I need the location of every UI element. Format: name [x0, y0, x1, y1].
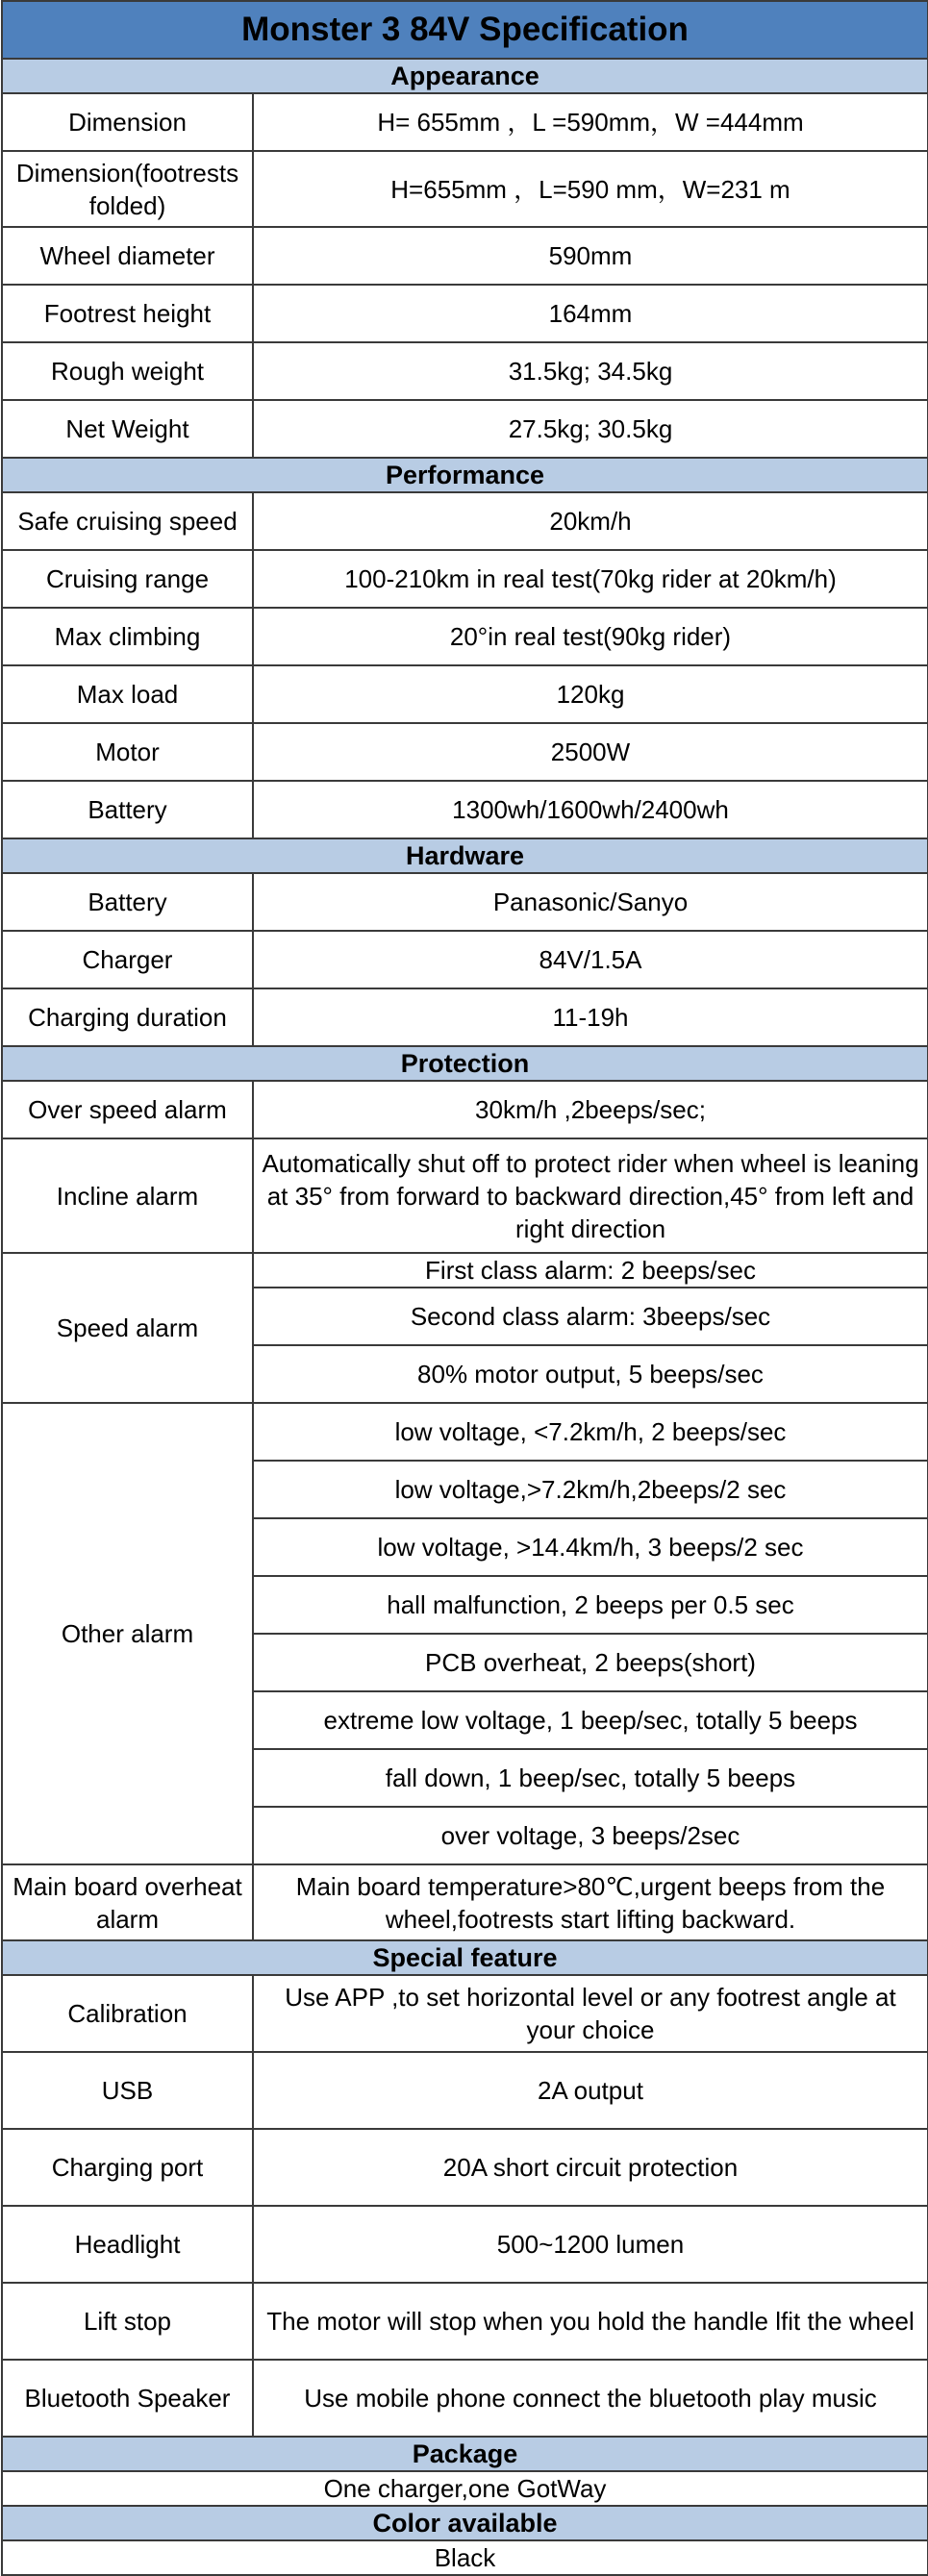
spec-row: [2, 2471, 928, 2506]
spec-value: low voltage, <7.2km/h, 2 beeps/sec: [253, 1403, 928, 1461]
spec-value: Use APP ,to set horizontal level or any footrest angle at your choice: [253, 1975, 928, 2052]
spec-value: H=655mm ，L=590 mm，W=231 m: [253, 151, 928, 227]
spec-value: 1300wh/1600wh/2400wh: [253, 781, 928, 838]
spec-label: Rough weight: [2, 342, 253, 400]
spec-value: 20°in real test(90kg rider): [253, 608, 928, 665]
spec-label: Max climbing: [2, 608, 253, 665]
spec-label: Lift stop: [2, 2283, 253, 2360]
spec-row: [2, 400, 928, 458]
spec-label: Wheel diameter: [2, 227, 253, 285]
section-title: Package: [2, 2437, 928, 2471]
spec-label: Over speed alarm: [2, 1081, 253, 1138]
spec-label: Cruising range: [2, 550, 253, 608]
spec-value: extreme low voltage, 1 beep/sec, totally 5 beeps: [253, 1691, 928, 1749]
spec-value: low voltage,>7.2km/h,2beeps/2 sec: [253, 1461, 928, 1518]
spec-value: Second class alarm: 3beeps/sec: [253, 1288, 928, 1345]
spec-row: [2, 2129, 928, 2206]
spec-value: 11-19h: [253, 988, 928, 1046]
page-title: Monster 3 84V Specification: [2, 1, 928, 59]
spec-value: 20A short circuit protection: [253, 2129, 928, 2206]
spec-row: [2, 342, 928, 400]
spec-label: Main board overheat alarm: [2, 1864, 253, 1940]
section-title: Hardware: [2, 838, 928, 873]
package-value: One charger,one GotWay: [2, 2471, 928, 2506]
spec-row: [2, 1864, 928, 1940]
spec-value: 20km/h: [253, 492, 928, 550]
spec-label: Dimension: [2, 93, 253, 151]
spec-row: [2, 608, 928, 665]
spec-row: [2, 931, 928, 988]
section-header-performance: [2, 458, 928, 492]
spec-row: [2, 93, 928, 151]
spec-label: USB: [2, 2052, 253, 2129]
spec-value: 31.5kg; 34.5kg: [253, 342, 928, 400]
spec-row: [2, 550, 928, 608]
spec-label: Bluetooth Speaker: [2, 2360, 253, 2437]
spec-row: [2, 1975, 928, 2052]
spec-row: [2, 2206, 928, 2283]
section-title: Performance: [2, 458, 928, 492]
spec-value: 120kg: [253, 665, 928, 723]
spec-value: 2A output: [253, 2052, 928, 2129]
spec-row: [2, 2540, 928, 2575]
spec-value: 30km/h ,2beeps/sec;: [253, 1081, 928, 1138]
spec-row: [2, 492, 928, 550]
section-header-special-feature: [2, 1940, 928, 1975]
section-header-hardware: [2, 838, 928, 873]
spec-label: Charging port: [2, 2129, 253, 2206]
spec-label: Incline alarm: [2, 1138, 253, 1253]
spec-label: Speed alarm: [2, 1253, 253, 1403]
spec-label: Net Weight: [2, 400, 253, 458]
spec-value: fall down, 1 beep/sec, totally 5 beeps: [253, 1749, 928, 1807]
section-header-color: [2, 2506, 928, 2540]
spec-label: Max load: [2, 665, 253, 723]
spec-label: Battery: [2, 781, 253, 838]
spec-value: 27.5kg; 30.5kg: [253, 400, 928, 458]
spec-label: Battery: [2, 873, 253, 931]
spec-value: low voltage, >14.4km/h, 3 beeps/2 sec: [253, 1518, 928, 1576]
spec-row: [2, 873, 928, 931]
section-title: Protection: [2, 1046, 928, 1081]
spec-row: [2, 781, 928, 838]
spec-label: Charger: [2, 931, 253, 988]
section-title: Special feature: [2, 1940, 928, 1975]
spec-label: Calibration: [2, 1975, 253, 2052]
spec-row: [2, 723, 928, 781]
spec-value: The motor will stop when you hold the handle lfit the wheel: [253, 2283, 928, 2360]
spec-value: First class alarm: 2 beeps/sec: [253, 1253, 928, 1288]
spec-value: 80% motor output, 5 beeps/sec: [253, 1345, 928, 1403]
spec-row: [2, 1253, 928, 1288]
spec-label: Footrest height: [2, 285, 253, 342]
spec-row: [2, 151, 928, 227]
spec-table: [1, 0, 928, 2576]
section-header-appearance: [2, 59, 928, 93]
spec-value: 2500W: [253, 723, 928, 781]
spec-value: 590mm: [253, 227, 928, 285]
spec-value: over voltage, 3 beeps/2sec: [253, 1807, 928, 1864]
title-row: [2, 1, 928, 59]
spec-row: [2, 988, 928, 1046]
spec-value: 500~1200 lumen: [253, 2206, 928, 2283]
spec-label: Dimension(footrests folded): [2, 151, 253, 227]
spec-value: Panasonic/Sanyo: [253, 873, 928, 931]
section-title: Color available: [2, 2506, 928, 2540]
spec-value: Automatically shut off to protect rider when wheel is leaning at 35° from forward to backward direction,45° from left and right direction: [253, 1138, 928, 1253]
spec-row: [2, 2283, 928, 2360]
spec-value: Main board temperature>80℃,urgent beeps from the wheel,footrests start lifting backward.: [253, 1864, 928, 1940]
spec-label: Charging duration: [2, 988, 253, 1046]
spec-value: 100-210km in real test(70kg rider at 20km/h): [253, 550, 928, 608]
spec-label: Motor: [2, 723, 253, 781]
spec-value: PCB overheat, 2 beeps(short): [253, 1634, 928, 1691]
spec-row: [2, 1081, 928, 1138]
spec-row: [2, 1403, 928, 1461]
spec-row: [2, 285, 928, 342]
spec-row: [2, 665, 928, 723]
spec-value: 164mm: [253, 285, 928, 342]
color-value: Black: [2, 2540, 928, 2575]
spec-label: Safe cruising speed: [2, 492, 253, 550]
section-header-package: [2, 2437, 928, 2471]
spec-value: hall malfunction, 2 beeps per 0.5 sec: [253, 1576, 928, 1634]
spec-row: [2, 1138, 928, 1253]
spec-row: [2, 2052, 928, 2129]
spec-label: Other alarm: [2, 1403, 253, 1864]
spec-row: [2, 227, 928, 285]
spec-value: 84V/1.5A: [253, 931, 928, 988]
spec-value: H= 655mm ，L =590mm，W =444mm: [253, 93, 928, 151]
section-header-protection: [2, 1046, 928, 1081]
section-title: Appearance: [2, 59, 928, 93]
spec-row: [2, 2360, 928, 2437]
spec-label: Headlight: [2, 2206, 253, 2283]
spec-value: Use mobile phone connect the bluetooth play music: [253, 2360, 928, 2437]
